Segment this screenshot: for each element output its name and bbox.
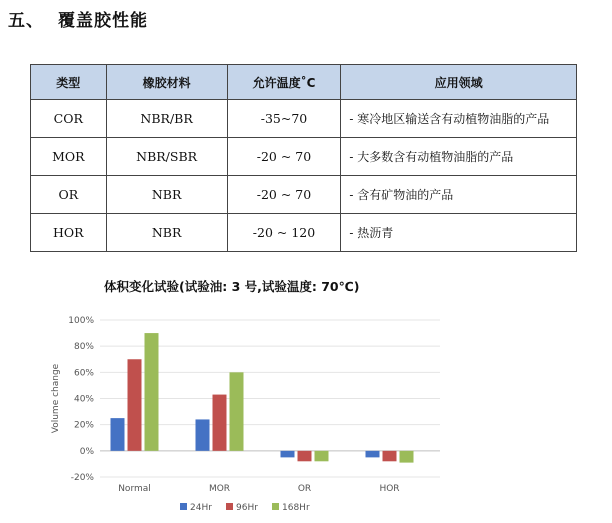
section-heading [8,6,148,31]
cell-material: NBR/SBR [106,138,227,176]
table-row [31,214,577,252]
header-application: 应用领域 [341,65,577,100]
cell-application: - 含有矿物油的产品 [341,176,577,214]
cell-application: - 寒冷地区输送含有动植物油脂的产品 [341,100,577,138]
y-tick-label: 60% [73,368,94,379]
y-tick-label: 20% [73,420,94,431]
bar [400,451,414,463]
cell-temperature: -20 ~ 70 [227,176,341,214]
x-tick-label: HOR [379,484,400,494]
bar [145,333,159,451]
cell-temperature: -20 ~ 120 [227,214,341,252]
bar [230,372,244,451]
y-tick-label: 0% [79,446,94,457]
cell-type: COR [31,100,107,138]
legend-label: 24Hr [190,503,212,513]
cell-type: MOR [31,138,107,176]
cell-type: OR [31,176,107,214]
x-tick-label: MOR [208,484,231,494]
cell-material: NBR [106,214,227,252]
legend-label: 96Hr [236,503,258,513]
y-tick-label: 40% [73,394,94,405]
cell-application: - 热沥青 [341,214,577,252]
header-type: 类型 [31,65,107,100]
bar [213,395,227,451]
rubber-spec-table [30,64,577,252]
table-header-row [31,65,577,100]
legend-swatch [226,503,233,510]
bar [281,451,295,458]
header-rubber-material: 橡胶材料 [106,65,227,100]
legend-swatch [272,503,279,510]
bar [298,451,312,461]
cell-material: NBR [106,176,227,214]
cell-temperature: -20 ~ 70 [227,138,341,176]
bar [111,418,125,451]
bar [128,359,142,451]
section-number: 五、 [8,11,44,31]
cell-temperature: -35~70 [227,100,341,138]
table-row [31,100,577,138]
header-allowed-temperature: 允许温度˚C [227,65,341,100]
y-tick-label: 80% [73,342,94,353]
bar [383,451,397,461]
x-tick-label: OR [297,484,312,494]
cell-type: HOR [31,214,107,252]
bar [196,419,210,450]
bar [366,451,380,458]
x-tick-label: Normal [118,484,151,494]
table-row [31,176,577,214]
volume-change-chart [40,300,450,520]
table-row [31,138,577,176]
section-title: 覆盖胶性能 [58,11,148,31]
cell-application: - 大多数含有动植物油脂的产品 [341,138,577,176]
y-tick-label: -20% [70,473,94,483]
y-axis-label: Volume change [51,363,61,434]
chart-title: 体积变化试验(试验油: 3 号,试验温度: 70℃) [104,279,360,294]
legend-swatch [180,503,187,510]
cell-material: NBR/BR [106,100,227,138]
bar [315,451,329,461]
legend-label: 168Hr [282,503,310,513]
y-tick-label: 100% [68,316,94,326]
